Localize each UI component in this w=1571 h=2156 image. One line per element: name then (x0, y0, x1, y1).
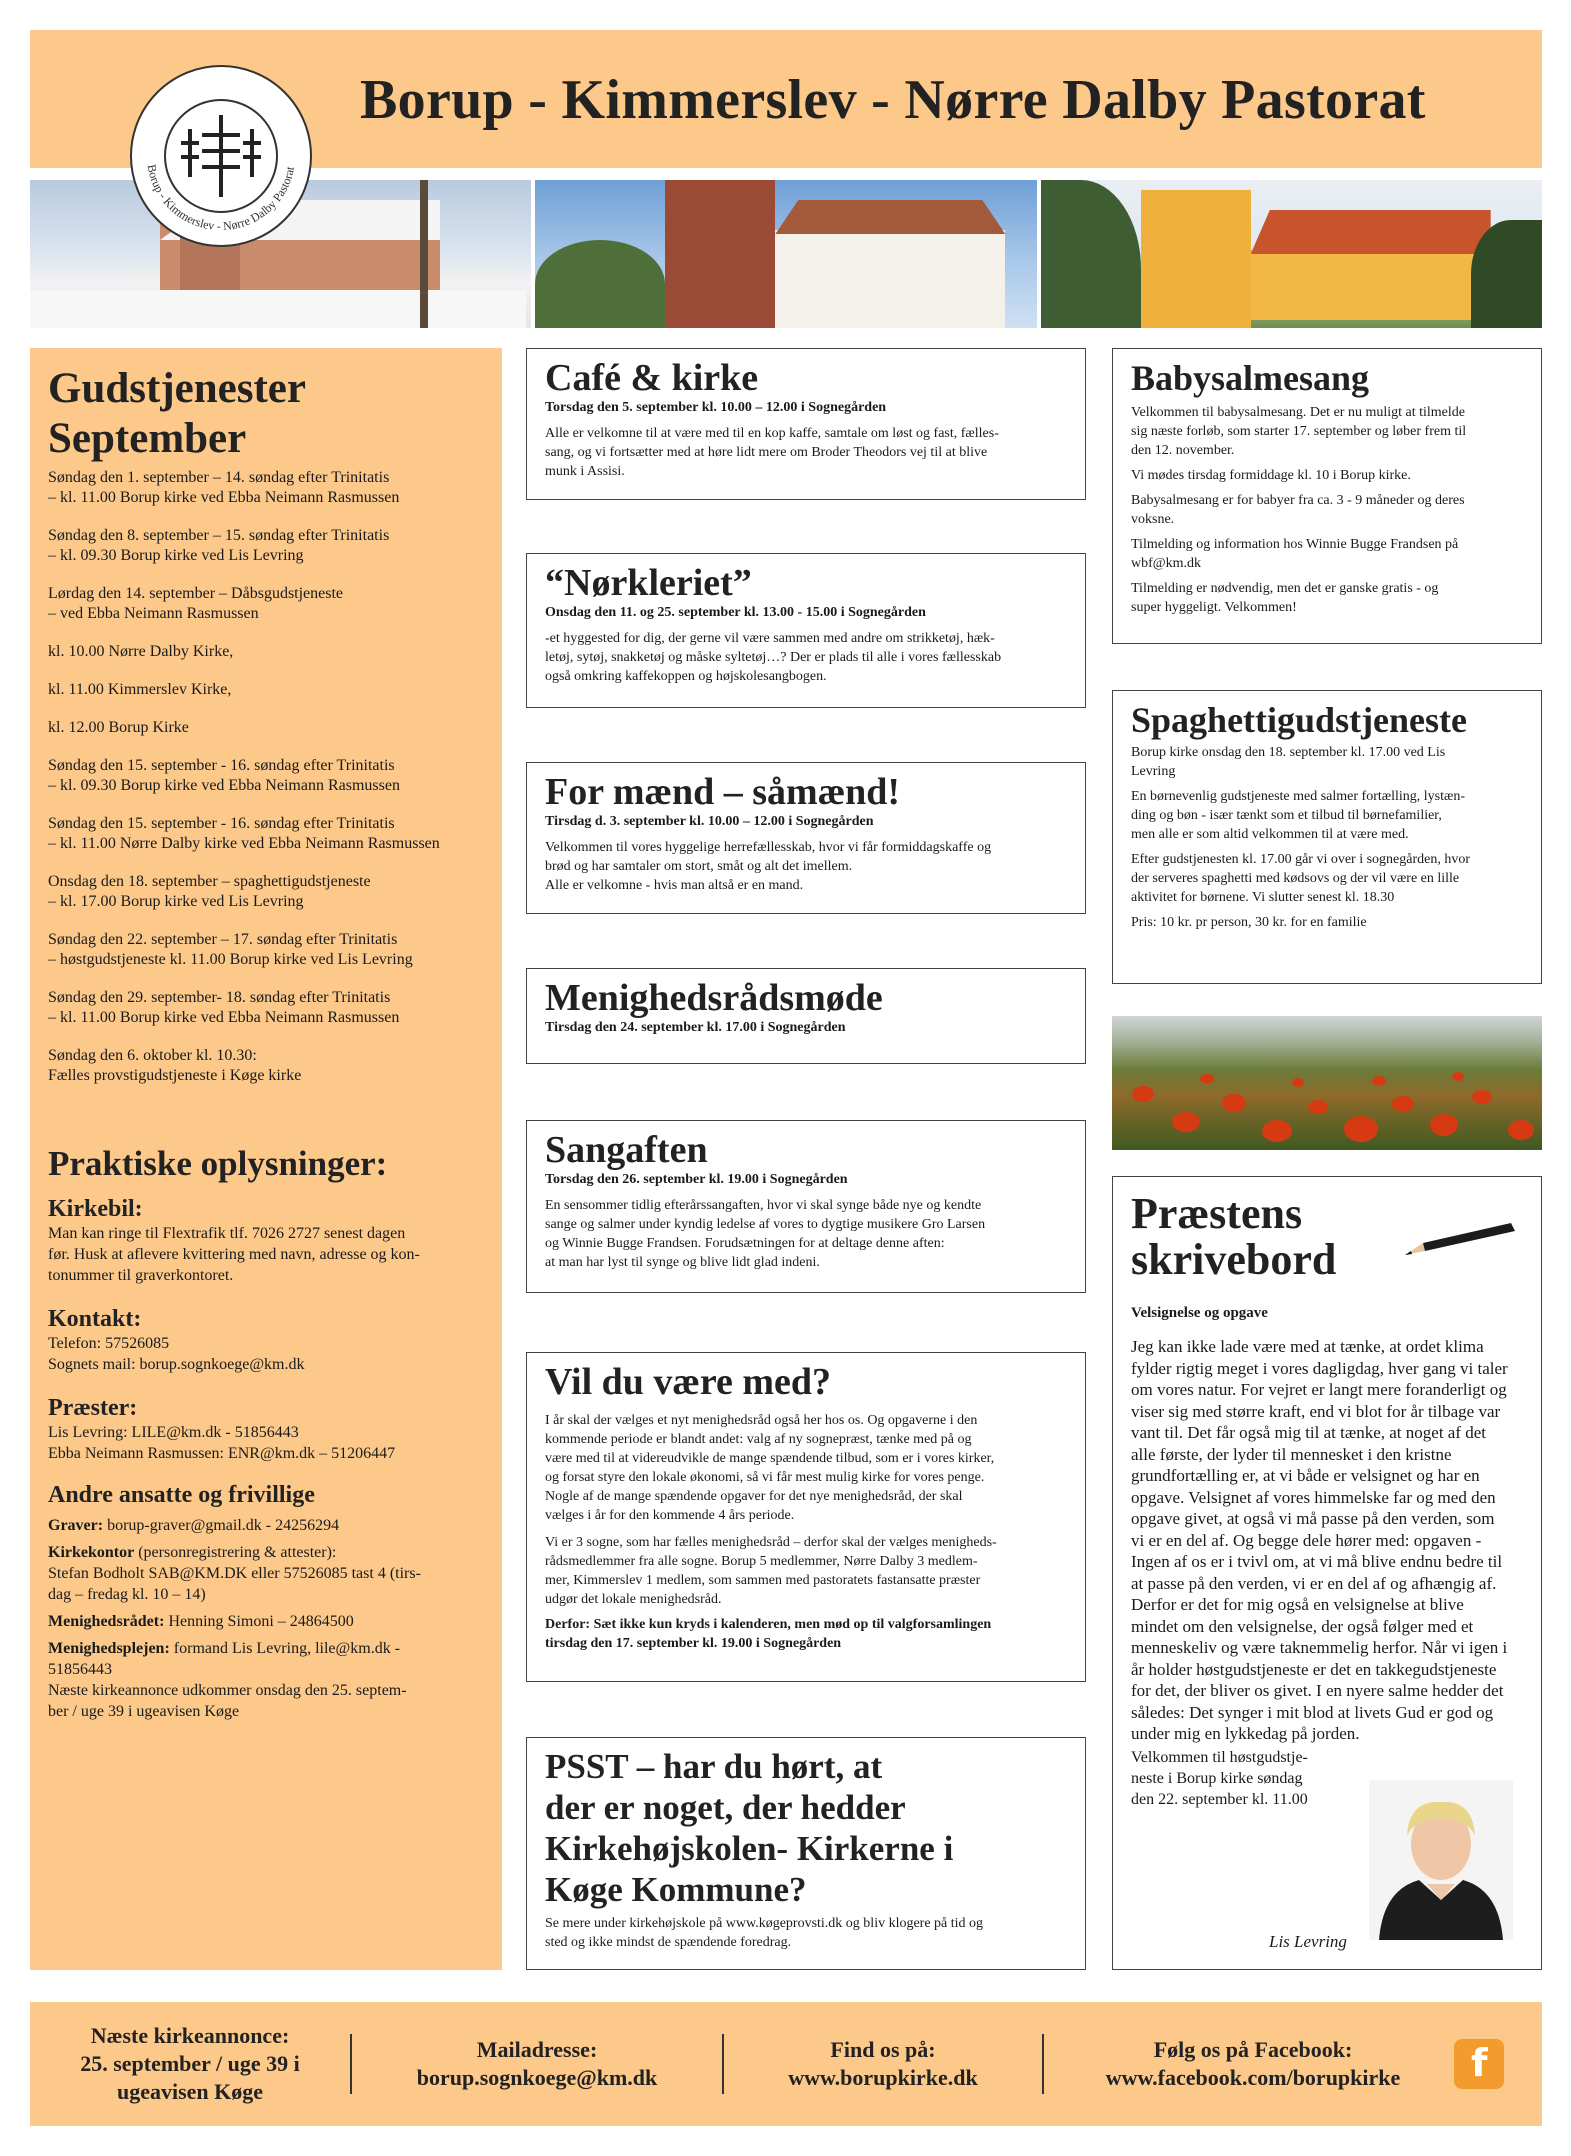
baby-p3: Babysalmesang er for babyer fra ca. 3 - 9 måneder og deres voksne. (1131, 493, 1465, 527)
service-item: Søndag den 1. september – 14. søndag efter Trinitatis – kl. 11.00 Borup kirke ved Ebba Neimann Rasmussen (48, 469, 400, 506)
service-item: kl. 11.00 Kimmerslev Kirke, (48, 681, 232, 698)
maend-date: Tirsdag d. 3. september kl. 10.00 – 12.00 i Sognegården (545, 814, 874, 829)
psst-text: Se mere under kirkehøjskole på www.køgeprovsti.dk og bliv klogere på tid og sted og ikke mindst de spændende foredrag. (545, 1916, 984, 1950)
cafe-date: Torsdag den 5. september kl. 10.00 – 12.00 i Sognegården (545, 400, 887, 415)
babysalmesang-box (1112, 348, 1542, 644)
cross-logo-icon (130, 65, 312, 247)
baby-p5: Tilmelding er nødvendig, men det er ganske gratis - og super hyggeligt. Velkommen! (1131, 581, 1439, 615)
facebook-icon[interactable]: f (1454, 2039, 1504, 2089)
sangaften-title: Sangaften (545, 1129, 708, 1171)
service-item: Søndag den 8. september – 15. søndag efter Trinitatis – kl. 09.30 Borup kirke ved Lis Levring (48, 527, 390, 564)
footer-next-issue (30, 2022, 350, 2106)
praestens-subtitle: Velsignelse og opgave (1131, 1305, 1268, 1321)
cafe-text: Alle er velkomne til at være med til en kop kaffe, samtale om løst og fast, fælles- sang, og vi fortsætter med at høre lidt mere om Broder Theodors vej til at blive munk i Assisi. (545, 426, 999, 479)
sangaften-date: Torsdag den 26. september kl. 19.00 i Sognegården (545, 1172, 848, 1187)
footer-fb-label: Følg os på Facebook: (1153, 2037, 1353, 2062)
baby-p4: Tilmelding og information hos Winnie Bugge Frandsen på wbf@km.dk (1131, 537, 1459, 571)
maend-box (526, 762, 1086, 914)
praestens-text: Jeg kan ikke lade være med at tænke, at ordet klima fylder rigtig meget i vores dagligdag, hver gang vi taler om vores natur. For vejret er langt mere foranderligt og viser sig med større kraft, end vi blot for år tilbage var vant til. Det får også mig til at tænke, at noget af det alle første, der lyder til mennesket i den kristne grundfortælling er, at vi både er velsignet og har en opgave. Velsignet af vores himmelske far og med den opgave givet, at også vi må passe på den verden, som vi er en del af. Og begge dele hører med: opgaven - Ingen af os er i tvivl om, at vi må blive endnu bedre til at passe på den verden, vi er en del af og afhængig af. Derfor er det for mig også en velsignelse at blive mindet om den velsignelse, der også følger med et menneskeliv og være taknemmelig herfor. Når vi igen i år holder høstgudstjeneste er det en takkegudstjeneste for det, der bliver os givet. I en nyere salme hedder det således: Det synger i mit blod at livets Gud er god og under mig en lykkedag på jorden. (1131, 1337, 1508, 1743)
menighedsplejen-label: Menighedsplejen: (48, 1640, 170, 1657)
andre-list (48, 1515, 484, 1722)
left-column (30, 348, 502, 1970)
church-photo-kimmerslev (535, 180, 1036, 328)
service-item: kl. 12.00 Borup Kirke (48, 719, 189, 736)
menighedsplejen-line (48, 1638, 484, 1722)
service-item: Søndag den 22. september – 17. søndag efter Trinitatis – høstgudstjeneste kl. 11.00 Borup kirke ved Lis Levring (48, 931, 413, 968)
graver-text: borup-graver@gmail.dk - 24256294 (103, 1517, 340, 1534)
kirkebil-heading: Kirkebil: (48, 1196, 143, 1222)
page-title: Borup - Kimmerslev - Nørre Dalby Pastorat (360, 69, 1426, 131)
service-item: Onsdag den 18. september – spaghettigudstjeneste – kl. 17.00 Borup kirke ved Lis Levring (48, 873, 371, 910)
spaghetti-title: Spaghettigudstjeneste (1131, 700, 1468, 740)
service-item: Søndag den 15. september - 16. søndag efter Trinitatis – kl. 09.30 Borup kirke ved Ebba Neimann Rasmussen (48, 757, 400, 794)
footer-facebook-link[interactable]: www.facebook.com/borupkirke (1105, 2065, 1401, 2090)
kirkekontor-line (48, 1542, 484, 1605)
footer-website (724, 2036, 1042, 2092)
menighedsplejen-text: formand Lis Levring, lile@km.dk - 51856443 Næste kirkeannonce udkommer onsdag den 25. septem- ber / uge 39 i ugeavisen Køge (48, 1640, 407, 1720)
gudstjenester-title-line1: Gudstjenester (48, 365, 306, 412)
praestens-skrivebord-box (1112, 1176, 1542, 1970)
footer-mail (352, 2036, 722, 2092)
signature: Lis Levring (1269, 1932, 1347, 1951)
menighedsraadsmoede-box (526, 968, 1086, 1064)
norkleriet-box (526, 553, 1086, 708)
kontakt-heading: Kontakt: (48, 1306, 142, 1332)
psst-title: PSST – har du hørt, at der er noget, der hedder Kirkehøjskolen- Kirkerne i Køge Kommune? (545, 1747, 954, 1909)
praester-heading: Præster: (48, 1395, 138, 1421)
footer-next-label: Næste kirkeannonce: (90, 2023, 290, 2048)
gudstjenester-title (48, 364, 484, 464)
praester-text: Lis Levring: LILE@km.dk - 51856443 Ebba Neimann Rasmussen: ENR@km.dk – 51206447 (48, 1424, 396, 1462)
kirkekontor-label: Kirkekontor (48, 1544, 135, 1561)
norkleriet-title: “Nørkleriet” (545, 562, 752, 604)
baby-p1: Velkommen til babysalmesang. Det er nu muligt at tilmelde sig næste forløb, som starter 17. september og løber frem til den 12. november. (1131, 405, 1467, 458)
spaghetti-p4: Pris: 10 kr. pr person, 30 kr. for en familie (1131, 915, 1367, 930)
church-photo-noerre-dalby (1041, 180, 1542, 328)
menighedsraadet-text: Henning Simoni – 24864500 (164, 1613, 354, 1630)
pastorat-logo (130, 65, 312, 247)
menighedsraadsmoede-title: Menighedsrådsmøde (545, 977, 883, 1019)
vildu-title: Vil du være med? (545, 1361, 832, 1403)
footer-mail-link[interactable]: borup.sognkoege@km.dk (416, 2065, 658, 2090)
footer-next-text: 25. september / uge 39 i ugeavisen Køge (80, 2051, 300, 2104)
menighedsraadsmoede-date: Tirsdag den 24. september kl. 17.00 i Sognegården (545, 1020, 846, 1035)
vildu-callout: Derfor: Sæt ikke kun kryds i kalenderen, men mød op til valgforsamlingen tirsdag den 17. september kl. 19.00 i Sognegården (545, 1617, 992, 1651)
spaghetti-box (1112, 690, 1542, 984)
norkleriet-date: Onsdag den 11. og 25. september kl. 13.00 - 15.00 i Sognegården (545, 605, 926, 620)
praestens-title: Præstens skrivebord (1131, 1189, 1337, 1284)
spaghetti-p2: En børnevenlig gudstjeneste med salmer fortælling, lystæn- ding og bøn - især tænkt som et tilbud til børnefamilier, men alle er som altid velkommen til at være med. (1131, 789, 1465, 842)
menighedsraadet-line (48, 1611, 484, 1632)
vildu-text1: I år skal der vælges et nyt menighedsråd også her hos os. Og opgaverne i den kommende periode er blandt andet: valg af ny sognepræst, tænke med på og være med til at videreudvikle de mange spændende tilbud, som er i vores kirker, og forsat styre den lokale økonomi, så vi får mest mulig kirke for vores penge. Nogle af de mange spændende opgaver for det nye menighedsråd, der skal vælges i år for den kommende 4 års periode. (545, 1413, 995, 1523)
service-item: kl. 10.00 Nørre Dalby Kirke, (48, 643, 234, 660)
footer-find-label: Find os på: (830, 2037, 936, 2062)
sangaften-box (526, 1120, 1086, 1293)
svg-text:Borup - Kimmerslev - Nørre Dal: Borup - Kimmerslev - Nørre Dalby Pastorat (144, 163, 298, 234)
footer-facebook (1044, 2036, 1434, 2092)
vildu-box (526, 1352, 1086, 1682)
norkleriet-text: -et hyggested for dig, der gerne vil være sammen med andre om strikketøj, hæk- letøj, sytøj, snakketøj og måske syltetøj…? Der er plads til alle i vores fællesskab også omkring kaffekoppen og højskolesangbogen. (545, 631, 1002, 684)
footer-website-link[interactable]: www.borupkirke.dk (788, 2065, 978, 2090)
maend-text: Velkommen til vores hyggelige herrefællesskab, hvor vi får formiddagskaffe og brød og har samtaler om stort, småt og alt det imellem. Alle er velkomne - hvis man altså er en mand. (545, 840, 992, 893)
cafe-title: Café & kirke (545, 357, 759, 399)
kontakt-text: Telefon: 57526085 Sognets mail: borup.sognkoege@km.dk (48, 1335, 305, 1373)
sangaften-text: En sensommer tidlig efterårssangaften, hvor vi skal synge både nye og kendte sange og salmer under kyndig ledelse af vores to dygtige musikere Gro Larsen og Winnie Bugge Frandsen. Forudsætningen for at deltage denne aften: at man har lyst til synge og blive lidt glad indeni. (545, 1198, 986, 1270)
maend-title: For mænd – såmænd! (545, 771, 901, 813)
kirkebil-text: Man kan ringe til Flextrafik tlf. 7026 2727 senest dagen før. Husk at aflevere kvittering med navn, adresse og kon- tonummer til graverkontoret. (48, 1225, 420, 1284)
cafe-box (526, 348, 1086, 500)
vildu-text2: Vi er 3 sogne, som har fælles menighedsråd – derfor skal der vælges menigheds- rådsmedlemmer fra alle sogne. Borup 5 medlemmer, Nørre Dalby 3 medlem- mer, Kimmerslev 1 medlem, som sammen med pastoratets fastansatte præster udgør det lokale menighedsråd. (545, 1535, 997, 1607)
graver-line (48, 1515, 484, 1536)
service-item: Søndag den 6. oktober kl. 10.30: Fælles provstigudstjeneste i Køge kirke (48, 1047, 302, 1084)
kirkekontor-text: (personregistrering & attester): Stefan Bodholt SAB@KM.DK eller 57526085 tast 4 (tirs- dag – fredag kl. 10 – 14) (48, 1544, 421, 1603)
praktiske-title: Praktiske oplysninger: (48, 1144, 388, 1183)
graver-label: Graver: (48, 1517, 104, 1534)
spaghetti-p3: Efter gudstjenesten kl. 17.00 går vi over i sognegården, hvor der serveres spaghetti med kødsovs og der vil være en lille aktivitet for børnene. Vi slutter senest kl. 18.30 (1131, 852, 1471, 905)
service-item: Søndag den 29. september- 18. søndag efter Trinitatis – kl. 11.00 Borup kirke ved Ebba Neimann Rasmussen (48, 989, 400, 1026)
pencil-icon (1399, 1221, 1519, 1261)
psst-box (526, 1737, 1086, 1970)
gudstjenester-title-line2: September (48, 415, 247, 462)
praestens-invitation: Velkommen til høstgudstje- neste i Borup kirke søndag den 22. september kl. 11.00 (1131, 1748, 1308, 1808)
spaghetti-p1: Borup kirke onsdag den 18. september kl. 17.00 ved Lis Levring (1131, 745, 1446, 779)
portrait-photo (1369, 1780, 1513, 1940)
andre-heading: Andre ansatte og frivillige (48, 1482, 315, 1508)
poppy-field-photo (1112, 1016, 1542, 1150)
service-item: Lørdag den 14. september – Dåbsgudstjeneste – ved Ebba Neimann Rasmussen (48, 585, 344, 622)
footer-band (30, 2002, 1542, 2126)
baby-title: Babysalmesang (1131, 358, 1370, 398)
baby-p2: Vi mødes tirsdag formiddage kl. 10 i Borup kirke. (1131, 468, 1411, 483)
menighedsraadet-label: Menighedsrådet: (48, 1613, 165, 1630)
footer-mail-label: Mailadresse: (476, 2037, 598, 2062)
service-item: Søndag den 15. september - 16. søndag efter Trinitatis – kl. 11.00 Nørre Dalby kirke ved Ebba Neimann Rasmussen (48, 815, 440, 852)
